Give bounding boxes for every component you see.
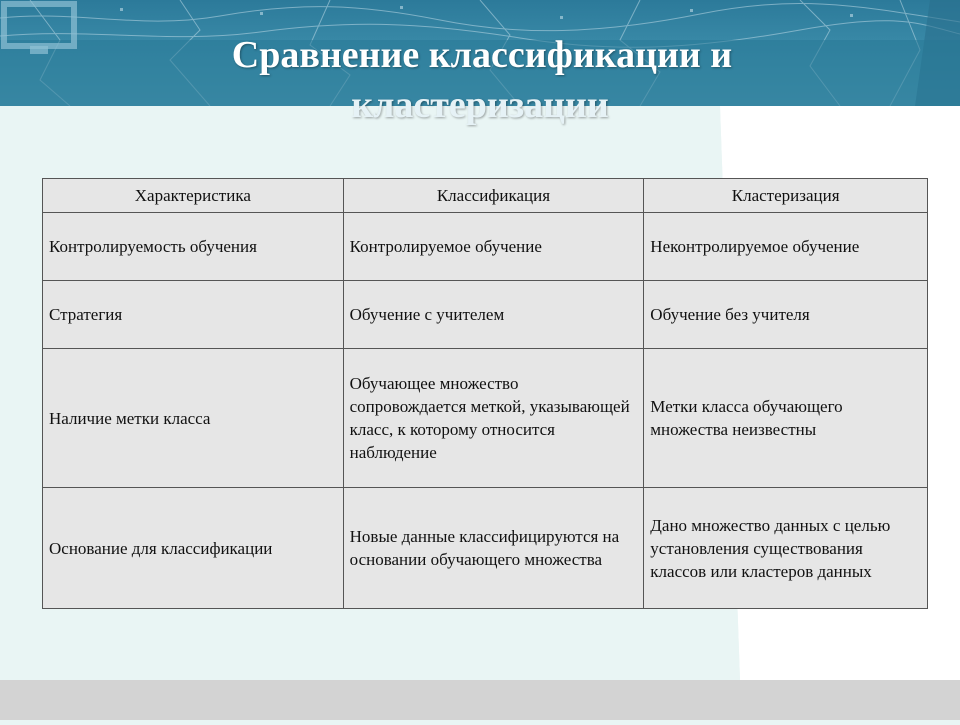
table-row (43, 213, 928, 281)
cell-clustering: Дано множество данных с целью установления существования классов или кластеров данных (644, 488, 928, 609)
comparison-table (42, 178, 928, 609)
cell-classification: Контролируемое обучение (343, 213, 644, 281)
table-row (43, 349, 928, 488)
title-line-1: Сравнение классификации и (231, 34, 733, 76)
title-line-2: кластеризации (351, 84, 609, 126)
table-header-row (43, 179, 928, 213)
cell-classification: Обучение с учителем (343, 281, 644, 349)
cell-characteristic: Наличие метки класса (43, 349, 344, 488)
column-header-clustering: Кластеризация (644, 179, 928, 213)
column-header-characteristic: Характеристика (43, 179, 344, 213)
column-header-classification: Классификация (343, 179, 644, 213)
cell-characteristic: Стратегия (43, 281, 344, 349)
table-row (43, 281, 928, 349)
cell-clustering: Неконтролируемое обучение (644, 213, 928, 281)
cell-clustering: Метки класса обучающего множества неизвестны (644, 349, 928, 488)
slide-title (0, 30, 960, 128)
cell-characteristic: Основание для классификации (43, 488, 344, 609)
cell-characteristic: Контролируемость обучения (43, 213, 344, 281)
footer-band (0, 680, 960, 720)
cell-classification: Обучающее множество сопровождается меткой, указывающей класс, к которому относится наблюдение (343, 349, 644, 488)
table-row (43, 488, 928, 609)
cell-clustering: Обучение без учителя (644, 281, 928, 349)
cell-classification: Новые данные классифицируются на основании обучающего множества (343, 488, 644, 609)
